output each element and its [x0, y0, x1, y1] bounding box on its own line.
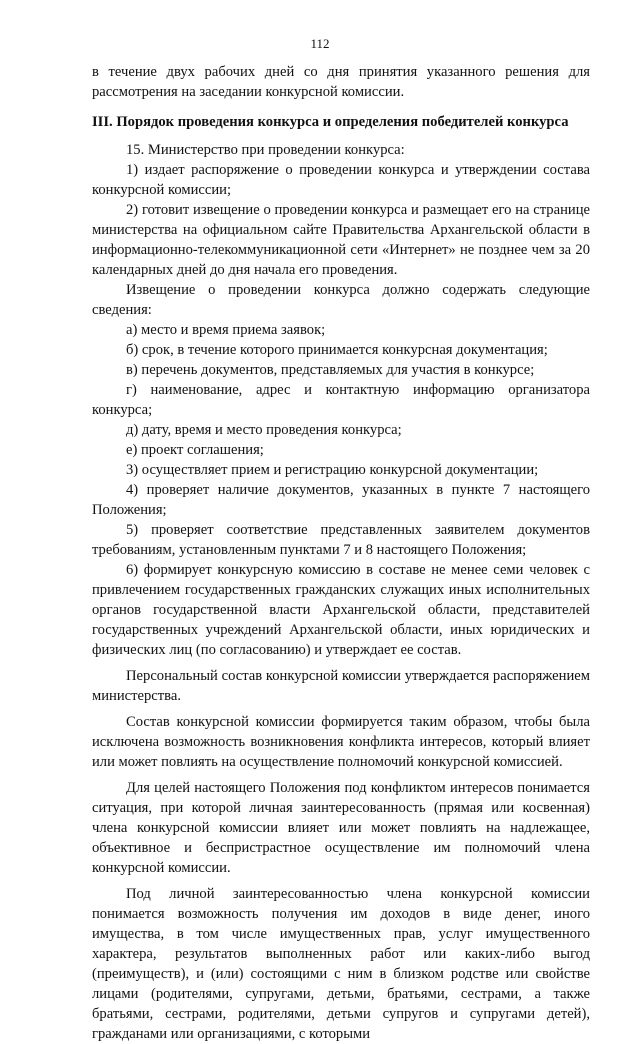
- notice-item-d: д) дату, время и место проведения конкурса;: [126, 422, 402, 438]
- notice-item-b: б) срок, в течение которого принимается конкурсная документация;: [126, 342, 548, 358]
- notice-contents-intro: Извещение о проведении конкурса должно содержать следующие сведения:: [92, 282, 590, 318]
- notice-item-v: в) перечень документов, представляемых для участия в конкурсе;: [126, 362, 535, 378]
- section-heading: III. Порядок проведения конкурса и определения победителей конкурса: [92, 114, 569, 130]
- document-body: [92, 62, 590, 1044]
- intro-paragraph: в течение двух рабочих дней со дня принятия указанного решения для рассмотрения на заседании конкурсной комиссии.: [92, 64, 590, 100]
- personal-interest-paragraph: Под личной заинтересованностью члена конкурсной комиссии понимается возможность получения им доходов в виде денег, иного имущества, в том числе имущественных прав, услуг имущественного характера, результатов выполненных работ или каких-либо выгод (преимуществ), и (или) состоящими с ним в близком родстве или свойстве лицами (родителями, супругами, детьми, братьями, сестрами, а также братьями, сестрами, родителями, детьми супругов и супругами детей), гражданами или организациями, с которыми: [92, 886, 590, 1042]
- item-1: 1) издает распоряжение о проведении конкурса и утверждении состава конкурсной комиссии;: [92, 162, 590, 198]
- item-4: 4) проверяет наличие документов, указанных в пункте 7 настоящего Положения;: [92, 482, 590, 518]
- notice-item-a: а) место и время приема заявок;: [126, 322, 326, 338]
- commission-composition-paragraph: Персональный состав конкурсной комиссии утверждается распоряжением министерства.: [92, 668, 590, 704]
- item-6: 6) формирует конкурсную комиссию в составе не менее семи человек с привлечением государственных гражданских служащих иных исполнительных органов государственной власти Архангельской области, представителей государственных учреждений Архангельской области, иных юридических и физических лиц (по согласованию) и утверждает ее состав.: [92, 562, 590, 658]
- page-number: 112: [310, 36, 330, 51]
- conflict-exclusion-paragraph: Состав конкурсной комиссии формируется таким образом, чтобы была исключена возможность возникновения конфликта интересов, который влияет или может повлиять на осуществление полномочий конкурсной комиссией.: [92, 714, 590, 770]
- item-5: 5) проверяет соответствие представленных заявителем документов требованиям, установленным пунктами 7 и 8 настоящего Положения;: [92, 522, 590, 558]
- paragraph-15: 15. Министерство при проведении конкурса:: [126, 142, 405, 158]
- conflict-definition-paragraph: Для целей настоящего Положения под конфликтом интересов понимается ситуация, при которой личная заинтересованность (прямая или косвенная) члена конкурсной комиссии влияет или может повлиять на надлежащее, объективное и беспристрастное осуществление им полномочий члена конкурсной комиссии.: [92, 780, 590, 876]
- notice-item-g: г) наименование, адрес и контактную информацию организатора конкурса;: [92, 382, 590, 418]
- notice-item-e: е) проект соглашения;: [126, 442, 264, 458]
- item-2: 2) готовит извещение о проведении конкурса и размещает его на странице министерства на официальном сайте Правительства Архангельской области в информационно-телекоммуникационной сети «Интернет» не позднее чем за 20 календарных дней до дня начала его проведения.: [92, 202, 590, 278]
- item-3: 3) осуществляет прием и регистрацию конкурсной документации;: [126, 462, 539, 478]
